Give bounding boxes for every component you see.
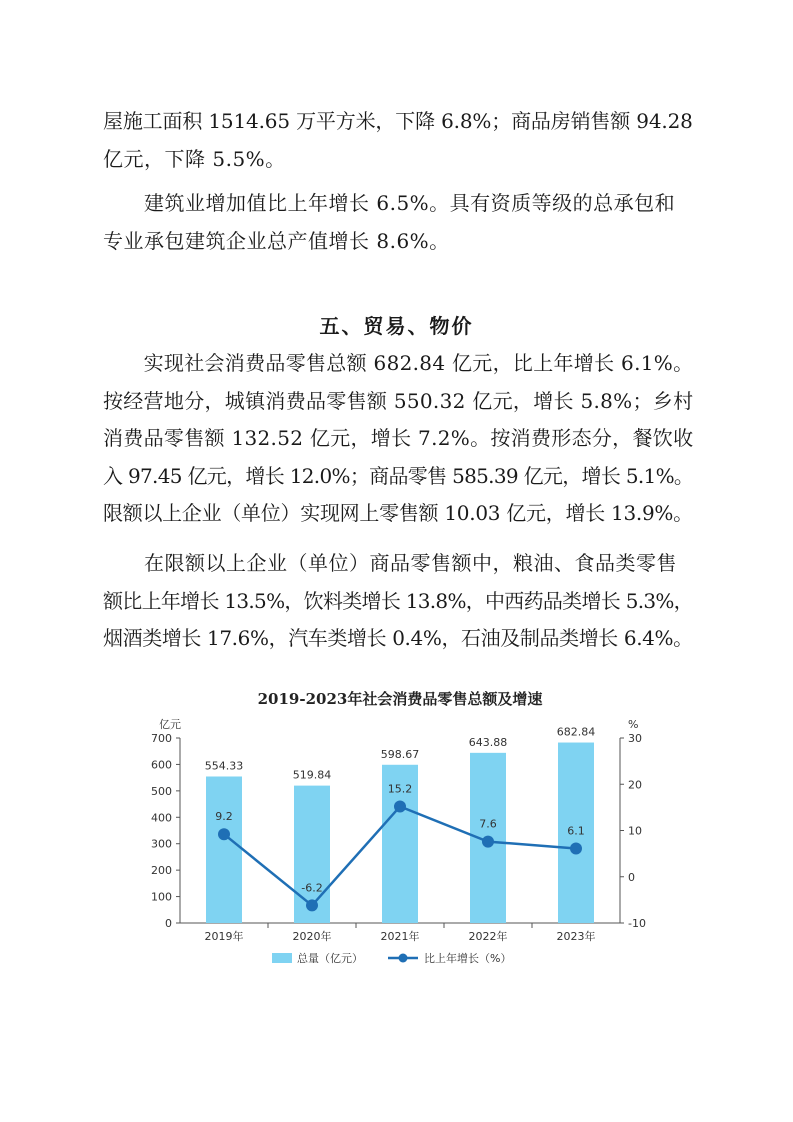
x-tick-label: 2020年: [292, 930, 332, 943]
bar-value-label: 682.84: [556, 725, 596, 739]
legend-line-marker: [399, 954, 408, 963]
left-axis-unit: 亿元: [159, 718, 181, 731]
chart-svg: [130, 680, 670, 980]
bar-value-label: 554.33: [204, 759, 244, 773]
paragraph-housing: [103, 103, 693, 178]
left-tick-label: 300: [151, 837, 172, 851]
chart-title: 2019-2023年社会消费品零售总额及增速: [257, 690, 543, 708]
growth-value-label: 15.2: [387, 782, 413, 796]
bar: [206, 776, 242, 923]
growth-value-label: -6.2: [301, 881, 323, 895]
text-line: 亿元，下降 5.5%。: [103, 146, 286, 171]
growth-value-label: 9.2: [215, 810, 233, 824]
right-tick-label: 20: [628, 778, 642, 792]
retail-sales-chart: [130, 680, 670, 980]
left-tick-label: 600: [151, 758, 172, 772]
legend-bar-label: 总量（亿元）: [297, 952, 363, 965]
right-tick-label: 10: [628, 824, 642, 838]
left-tick-label: 0: [165, 917, 172, 930]
x-tick-label: 2021年: [380, 930, 420, 943]
right-tick-label: -10: [628, 917, 646, 930]
text-line: 烟酒类增长 17.6%，汽车类增长 0.4%，石油及制品类增长 6.4%。: [103, 626, 693, 650]
bar-value-label: 643.88: [468, 735, 508, 749]
growth-point: [394, 800, 406, 812]
text-line: 入 97.45 亿元，增长 12.0%；商品零售 585.39 亿元，增长 5.1%。: [103, 463, 694, 488]
left-tick-label: 200: [151, 864, 172, 878]
text-line: 实现社会消费品零售总额 682.84 亿元，比上年增长 6.1%。: [103, 351, 694, 375]
left-tick-label: 100: [151, 890, 172, 904]
right-axis-unit: %: [628, 718, 639, 731]
paragraph-retail-sales: [103, 345, 694, 533]
legend-bar-swatch: [272, 953, 292, 963]
bar-value-label: 519.84: [292, 768, 332, 782]
x-tick-label: 2023年: [556, 930, 596, 943]
text-line: 建筑业增加值比上年增长 6.5%。具有资质等级的总承包和: [103, 191, 676, 215]
text-line: 限额以上企业（单位）实现网上零售额 10.03 亿元，增长 13.9%。: [103, 501, 693, 525]
text-line: 专业承包建筑企业总产值增长 8.6%。: [103, 228, 450, 253]
growth-value-label: 7.6: [479, 817, 497, 831]
legend-line-label: 比上年增长（%）: [424, 952, 512, 965]
section-heading: 五、贸易、物价: [319, 314, 474, 338]
text-line: 屋施工面积 1514.65 万平方米，下降 6.8%；商品房销售额 94.28: [103, 109, 693, 133]
paragraph-construction: [103, 185, 690, 260]
text-line: 消费品零售额 132.52 亿元，增长 7.2%。按消费形态分，餐饮收: [103, 426, 694, 450]
growth-value-label: 6.1: [567, 824, 585, 838]
left-tick-label: 400: [151, 811, 172, 825]
right-tick-label: 0: [628, 870, 635, 884]
growth-point: [570, 843, 582, 855]
text-line: 按经营地分，城镇消费品零售额 550.32 亿元，增长 5.8%；乡村: [103, 388, 694, 413]
text-line: 在限额以上企业（单位）商品零售额中，粮油、食品类零售: [103, 551, 677, 575]
text-line: 额比上年增长 13.5%，饮料类增长 13.8%，中西药品类增长 5.3%，: [103, 588, 693, 613]
paragraph-retail-categories: [103, 545, 693, 658]
right-tick-label: 30: [628, 732, 642, 745]
growth-point: [306, 899, 318, 911]
growth-point: [218, 828, 230, 840]
x-tick-label: 2019年: [204, 930, 244, 943]
left-tick-label: 700: [151, 732, 172, 745]
x-tick-label: 2022年: [468, 930, 508, 943]
left-tick-label: 500: [151, 784, 172, 798]
bar-value-label: 598.67: [380, 747, 420, 761]
growth-point: [482, 836, 494, 848]
